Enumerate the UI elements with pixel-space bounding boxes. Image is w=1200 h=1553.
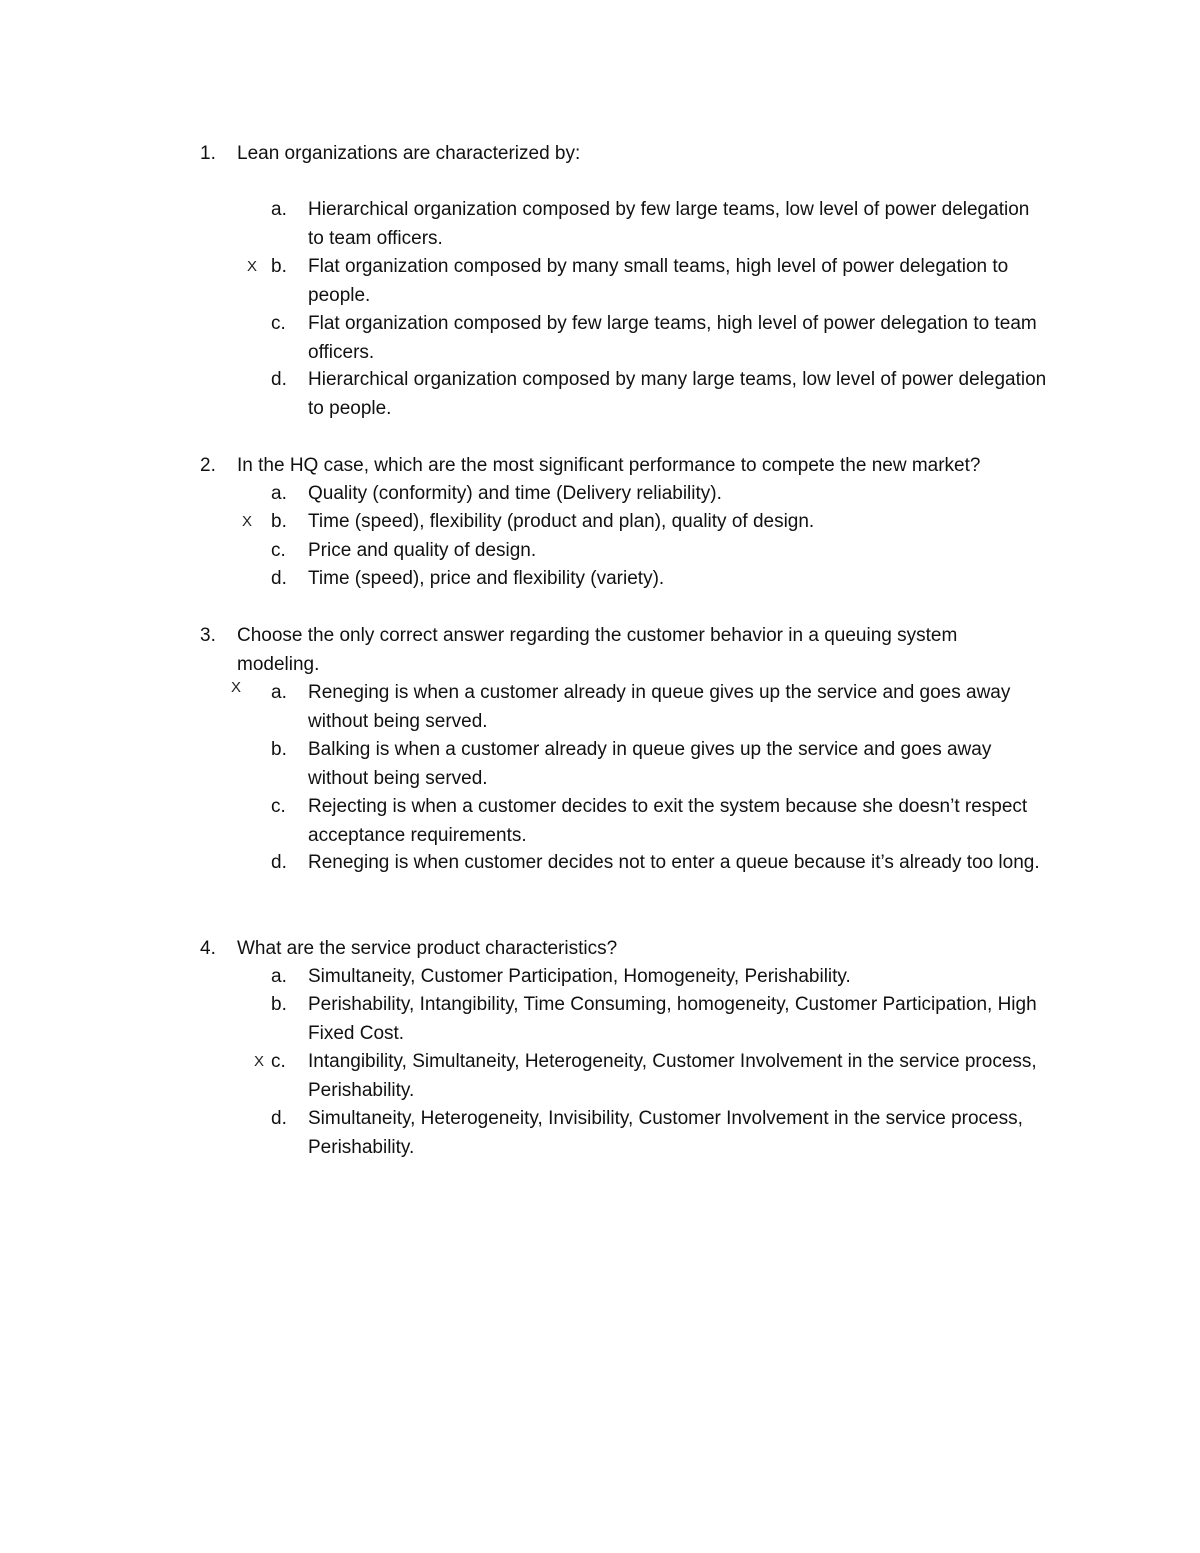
question-number: 3. bbox=[200, 625, 216, 646]
option-letter: b. bbox=[271, 511, 287, 532]
option-text: Intangibility, Simultaneity, Heterogeneity, Customer Involvement in the service process, Perishability. bbox=[308, 1051, 1037, 1101]
option-text: Simultaneity, Heterogeneity, Invisibility, Customer Involvement in the service process, Perishability. bbox=[308, 1108, 1023, 1158]
option-text: Time (speed), flexibility (product and plan), quality of design. bbox=[308, 511, 815, 532]
option-letter: a. bbox=[271, 483, 287, 504]
option-letter: a. bbox=[271, 966, 287, 987]
question-text: Lean organizations are characterized by: bbox=[237, 143, 581, 164]
option-letter: c. bbox=[271, 796, 286, 817]
option-letter: b. bbox=[271, 739, 287, 760]
option-text: Perishability, Intangibility, Time Consuming, homogeneity, Customer Participation, High Fixed Cost. bbox=[308, 994, 1037, 1044]
option-text: Balking is when a customer already in queue gives up the service and goes away without being served. bbox=[308, 739, 992, 789]
option-text: Quality (conformity) and time (Delivery reliability). bbox=[308, 483, 722, 504]
option-text: Hierarchical organization composed by many large teams, low level of power delegation to people. bbox=[308, 369, 1047, 419]
option-letter: d. bbox=[271, 369, 287, 390]
option-letter: d. bbox=[271, 1108, 287, 1129]
answer-mark: X bbox=[231, 679, 242, 696]
question-text: In the HQ case, which are the most significant performance to compete the new market? bbox=[237, 455, 981, 476]
question-text: Choose the only correct answer regarding the customer behavior in a queuing system modeling. bbox=[237, 625, 958, 675]
option-letter: a. bbox=[271, 199, 287, 220]
option-text: Hierarchical organization composed by few large teams, low level of power delegation to team officers. bbox=[308, 199, 1030, 249]
option-letter: c. bbox=[271, 313, 286, 334]
answer-mark: X bbox=[254, 1053, 265, 1070]
question-number: 2. bbox=[200, 455, 216, 476]
option-text: Flat organization composed by many small teams, high level of power delegation to people. bbox=[308, 256, 1009, 306]
option-letter: a. bbox=[271, 682, 287, 703]
option-text: Reneging is when a customer already in queue gives up the service and goes away without being served. bbox=[308, 682, 1011, 732]
question-number: 1. bbox=[200, 143, 216, 164]
answer-mark: X bbox=[242, 513, 253, 530]
question-text: What are the service product characteristics? bbox=[237, 938, 618, 959]
option-letter: b. bbox=[271, 994, 287, 1015]
option-letter: b. bbox=[271, 256, 287, 277]
option-letter: c. bbox=[271, 1051, 286, 1072]
option-text: Rejecting is when a customer decides to exit the system because she doesn’t respect acceptance requirements. bbox=[308, 796, 1028, 846]
option-text: Flat organization composed by few large teams, high level of power delegation to team officers. bbox=[308, 313, 1037, 363]
option-text: Time (speed), price and flexibility (variety). bbox=[308, 568, 665, 589]
option-letter: d. bbox=[271, 568, 287, 589]
question-number: 4. bbox=[200, 938, 216, 959]
option-letter: c. bbox=[271, 540, 286, 561]
option-text: Reneging is when customer decides not to enter a queue because it’s already too long. bbox=[308, 852, 1040, 873]
option-letter: d. bbox=[271, 852, 287, 873]
option-text: Price and quality of design. bbox=[308, 540, 537, 561]
option-text: Simultaneity, Customer Participation, Homogeneity, Perishability. bbox=[308, 966, 851, 987]
answer-mark: X bbox=[247, 258, 258, 275]
